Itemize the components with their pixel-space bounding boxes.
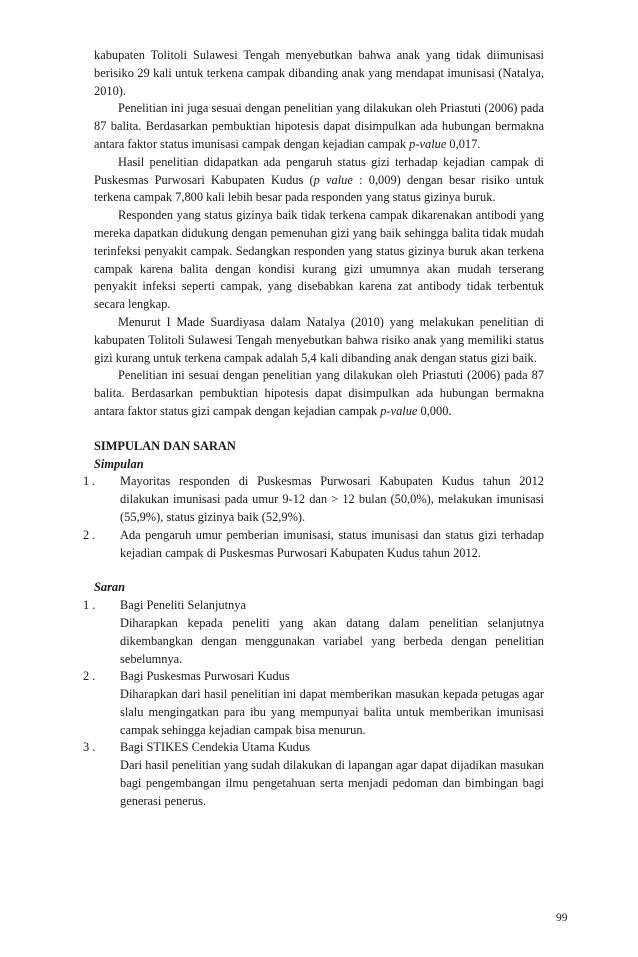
list-number: 1 . [83, 474, 96, 489]
spacer [94, 562, 544, 579]
paragraph-text: Penelitian ini juga sesuai dengan penelitian yang dilakukan oleh Priastuti (2006) pada 87 balita. Berdasarkan pembuktian hipotesis dapat disimpulkan ada hubungan bermakna antara faktor status imunisasi campak dengan kejadian campak [94, 101, 544, 151]
list-number: 2 . [83, 527, 96, 542]
paragraph-4 [94, 207, 544, 314]
list-item-heading: Bagi Puskesmas Purwosari Kudus [120, 669, 290, 684]
list-item [83, 739, 544, 810]
list-number: 2 . [83, 669, 96, 684]
paragraph-text: Menurut I Made Suardiyasa dalam Natalya (2010) yang melakukan penelitian di kabupaten Tolitoli Sulawesi Tengah menyebutkan bahwa risiko anak yang memiliki status gizi kurang untuk terkena campak adalah 5,4 kali dibanding anak dengan status gizi baik. [94, 314, 544, 365]
list-item-text: Mayoritas responden di Puskesmas Purwosari Kabupaten Kudus tahun 2012 dilakukan imunisasi pada umur 9-12 dan > 12 bulan (50,0%), melakukan imunisasi (55,9%), status gizinya baik (52,9%). [120, 474, 544, 524]
simpulan-heading: Simpulan [94, 456, 144, 471]
paragraph-6 [94, 367, 544, 420]
paragraph-2 [94, 100, 544, 153]
list-item [83, 527, 544, 563]
simpulan-list [83, 473, 544, 562]
saran-heading: Saran [94, 580, 125, 595]
body-text [83, 47, 544, 811]
paragraph-text: 0,017. [446, 136, 481, 151]
paragraph-3 [94, 154, 544, 207]
p-value-label: p-value [380, 403, 418, 418]
list-item [83, 597, 544, 668]
list-number: 3 . [83, 740, 96, 755]
paragraph-text: Penelitian ini sesuai dengan penelitian yang dilakukan oleh Priastuti (2006) pada 87 balita. Berdasarkan pembuktian hipotesis dapat disimpulkan ada hubungan bermakna antara faktor status gizi campak dengan kejadian campak [94, 368, 544, 418]
paragraph-text: 0,000. [417, 403, 452, 418]
list-number: 1 . [83, 598, 96, 613]
list-item-heading: Bagi STIKES Cendekia Utama Kudus [120, 740, 310, 755]
page-number: 99 [556, 912, 568, 924]
list-item [83, 668, 544, 739]
list-item-text: Dari hasil penelitian yang sudah dilakukan di lapangan agar dapat dijadikan masukan bagi pengembangan ilmu pengetahuan serta menjadi pedoman dan bimbingan bagi generasi penerus. [120, 758, 544, 808]
spacer [94, 421, 544, 438]
paragraph-text: Responden yang status gizinya baik tidak terkena campak dikarenakan antibodi yang mereka dapatkan didukung dengan pemenuhan gizi yang baik sehingga balita tidak mudah terinfeksi penyakit campak. Sedangkan responden yang status gizinya buruk akan terkena campak karena balita dengan kondisi kurang gizi umumnya akan mudah terserang penyakit infeksi seperti campak, yang disebabkan karena zat antibody tidak terbentuk secara lengkap. [94, 208, 544, 312]
paragraph-text: Hasil penelitian didapatkan ada pengaruh status gizi terhadap kejadian campak di Puskesmas Purwosari Kabupaten Kudus ( [94, 154, 544, 187]
p-value-label: p value [313, 172, 353, 187]
paragraph-1 [94, 47, 544, 100]
list-item-heading: Bagi Peneliti Selanjutnya [120, 598, 246, 613]
paragraph-5 [94, 314, 544, 367]
list-item [83, 473, 544, 526]
paragraph-text: : 0,009) dengan besar risiko untuk terkena campak 7,800 kali lebih besar pada responden yang status gizinya buruk. [94, 172, 544, 205]
list-item-text: Diharapkan dari hasil penelitian ini dapat memberikan masukan kepada petugas agar slalu mengingatkan para ibu yang mempunyai balita untuk memberikan imunisasi campak sehingga kejadian campak bisa menurun. [120, 687, 544, 737]
list-item-text: Ada pengaruh umur pemberian imunisasi, status imunisasi dan status gizi terhadap kejadian campak di Puskesmas Purwosari Kabupaten Kudus tahun 2012. [120, 527, 544, 560]
list-item-text: Diharapkan kepada peneliti yang akan datang dalam penelitian selanjutnya dikembangkan dengan menggunakan variabel yang berbeda dengan penelitian sebelumnya. [120, 615, 544, 666]
paragraph-text: kabupaten Tolitoli Sulawesi Tengah menyebutkan bahwa anak yang tidak diimunisasi berisiko 29 kali untuk terkena campak dibanding anak yang mendapat imunisasi (Natalya, 2010). [94, 48, 544, 98]
saran-list [83, 597, 544, 811]
p-value-label: p-value [409, 136, 447, 151]
section-title: SIMPULAN DAN SARAN [94, 438, 236, 453]
